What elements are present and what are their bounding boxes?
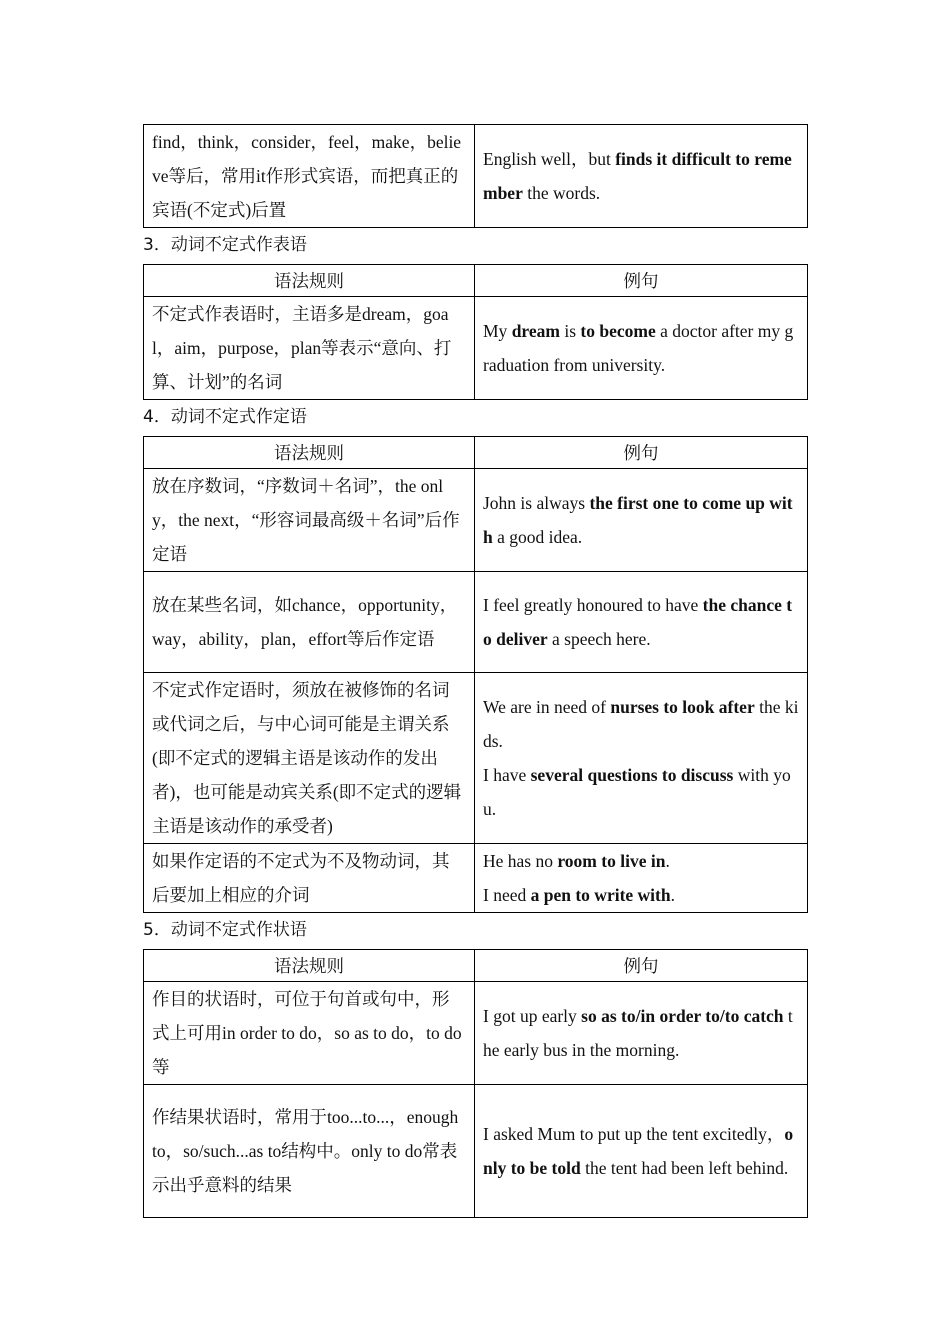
example-cell (475, 297, 808, 400)
example-sentence (483, 844, 799, 878)
sentence-text: . (665, 851, 670, 871)
emphasis-phrase: nurses to look after (610, 697, 755, 717)
section-title: 5．动词不定式作状语 (143, 920, 307, 940)
example-sentence (483, 758, 799, 826)
sentence-text: is (559, 321, 581, 341)
emphasis-phrase: the chance to deliver (483, 595, 793, 649)
grammar-table-adverbial (143, 949, 808, 1218)
sentence-text: My (483, 321, 512, 341)
table-row (144, 844, 808, 913)
table-row (144, 1085, 808, 1218)
sentence-text: the tent had been left behind. (580, 1158, 789, 1178)
emphasis-phrase: to become (580, 321, 656, 341)
sentence-text: We are in need of (483, 697, 611, 717)
emphasis-phrase: dream (511, 321, 560, 341)
example-cell (475, 844, 808, 913)
section-title: 4．动词不定式作定语 (143, 407, 307, 427)
rule-cell: find，think，consider，feel，make，believe等后，常用it作形式宾语，而把真正的宾语(不定式)后置 (144, 125, 475, 228)
rule-cell: 放在某些名词，如chance，opportunity，way，ability，plan，effort等后作定语 (144, 572, 475, 673)
grammar-table-predicative (143, 264, 808, 400)
sentence-text: the words. (522, 183, 601, 203)
emphasis-phrase: only to be told (483, 1124, 794, 1178)
header-example: 例句 (475, 950, 808, 982)
emphasis-phrase: several questions to discuss (530, 765, 734, 785)
rule-cell: 不定式作定语时，须放在被修饰的名词或代词之后，与中心词可能是主谓关系(即不定式的逻辑主语是该动作的发出者)，也可能是动宾关系(即不定式的逻辑主语是该动作的承受者) (144, 673, 475, 844)
example-cell (475, 982, 808, 1085)
emphasis-phrase: finds it difficult to remember (483, 149, 792, 203)
emphasis-phrase: room to live in (557, 851, 666, 871)
sentence-text: He has no (483, 851, 558, 871)
header-example: 例句 (475, 265, 808, 297)
example-sentence (483, 486, 799, 554)
example-cell (475, 673, 808, 844)
table-row (144, 982, 808, 1085)
rule-cell: 不定式作表语时，主语多是dream，goal，aim，purpose，plan等表示“意向、打算、计划”的名词 (144, 297, 475, 400)
rule-cell: 放在序数词，“序数词＋名词”，the only，the next，“形容词最高级＋名词”后作定语 (144, 469, 475, 572)
grammar-table-continued (143, 124, 808, 228)
example-sentence (483, 999, 799, 1067)
header-rule: 语法规则 (144, 437, 475, 469)
sentence-text: I have (483, 765, 531, 785)
header-rule: 语法规则 (144, 265, 475, 297)
table-row (144, 673, 808, 844)
example-sentence (483, 314, 799, 382)
header-rule: 语法规则 (144, 950, 475, 982)
rule-cell: 作结果状语时，常用于too...to...，enough to，so/such...as to结构中。only to do常表示出乎意料的结果 (144, 1085, 475, 1218)
emphasis-phrase: so as to/in order to/to catch (581, 1006, 784, 1026)
sentence-text: a speech here. (547, 629, 651, 649)
table-row (144, 297, 808, 400)
table-header-row (144, 265, 808, 297)
section-title: 3．动词不定式作表语 (143, 235, 307, 255)
example-cell (475, 125, 808, 228)
sentence-text: the kids. (483, 697, 799, 751)
sentence-text: I got up early (483, 1006, 582, 1026)
example-cell (475, 469, 808, 572)
sentence-text: I asked Mum to put up the tent excitedly， (483, 1124, 785, 1144)
sentence-text: with you. (483, 765, 791, 819)
example-sentence (483, 878, 799, 912)
table-row (144, 125, 808, 228)
rule-cell: 如果作定语的不定式为不及物动词，其后要加上相应的介词 (144, 844, 475, 913)
header-example: 例句 (475, 437, 808, 469)
document-page (143, 124, 807, 1218)
grammar-table-attributive (143, 436, 808, 913)
rule-cell: 作目的状语时，可位于句首或句中，形式上可用in order to do，so as to do，to do等 (144, 982, 475, 1085)
sentence-text: a doctor after my graduation from university. (483, 321, 794, 375)
table-row (144, 469, 808, 572)
sentence-text: the early bus in the morning. (483, 1006, 793, 1060)
table-row (144, 572, 808, 673)
example-cell (475, 572, 808, 673)
sentence-text: John is always (483, 493, 590, 513)
emphasis-phrase: the first one to come up with (483, 493, 793, 547)
sentence-text: I need (483, 885, 531, 905)
example-sentence (483, 1117, 799, 1185)
example-sentence (483, 142, 799, 210)
table-header-row (144, 437, 808, 469)
emphasis-phrase: a pen to write with (530, 885, 671, 905)
sentence-text: a good idea. (492, 527, 583, 547)
sentence-text: English well，but (483, 149, 616, 169)
table-header-row (144, 950, 808, 982)
example-sentence (483, 690, 799, 758)
example-sentence (483, 588, 799, 656)
example-cell (475, 1085, 808, 1218)
sentence-text: . (670, 885, 675, 905)
sentence-text: I feel greatly honoured to have (483, 595, 703, 615)
